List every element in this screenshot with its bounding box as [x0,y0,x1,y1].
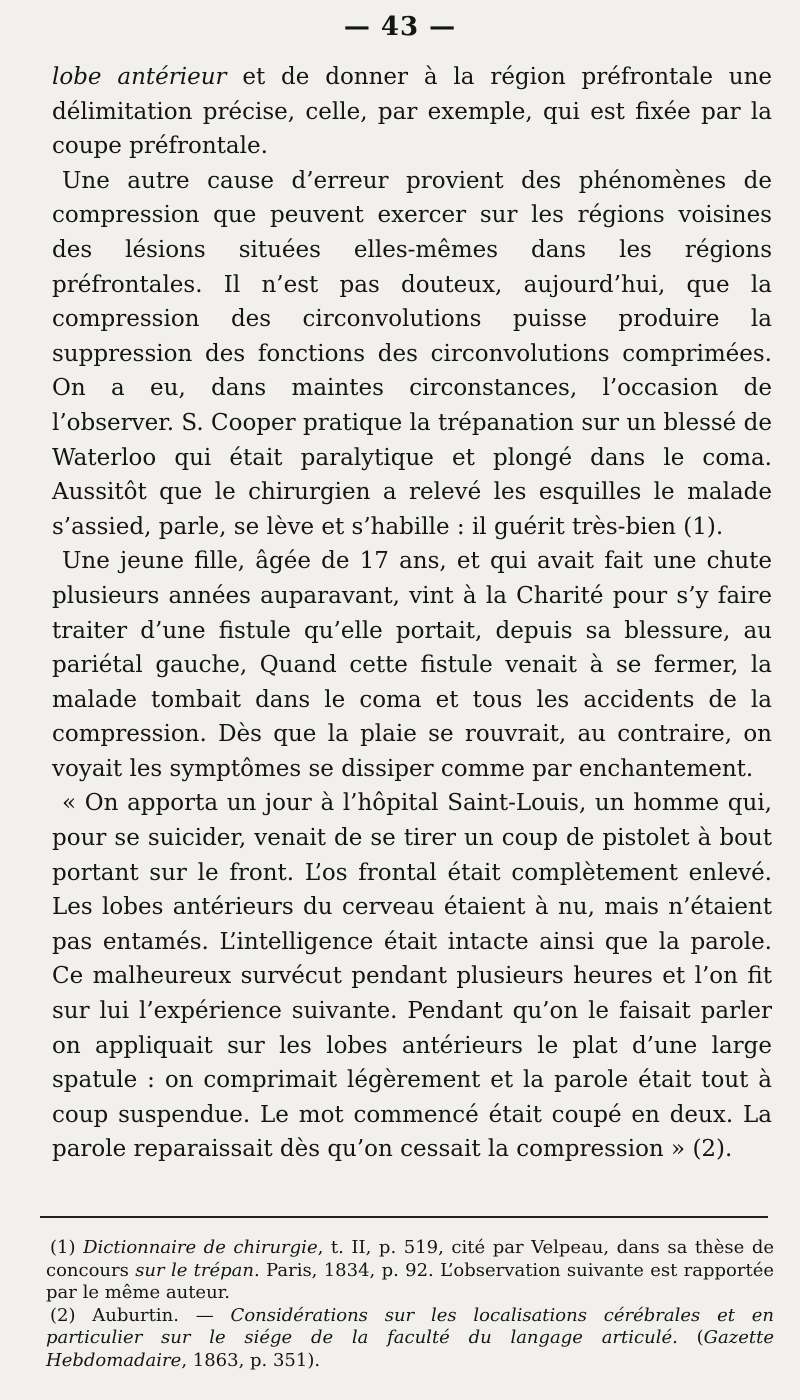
footnote-1-text-end: . Paris, 1834, p. 92. L’observation suivante est rapportée par le même auteur. [46,1259,775,1303]
paragraph-1-italic-lead: lobe antérieur [52,64,227,90]
footnote-2-text: ( [677,1327,704,1348]
footnote-1 [46,1237,774,1305]
footnote-2-text-end: , 1863, p. 351). [181,1349,321,1371]
footnote-1-title: Dictionnaire de chirurgie [83,1237,318,1258]
body-text [52,60,772,1167]
footnote-divider [40,1216,768,1218]
footnote-2-marker: (2) Auburtin. — [50,1304,231,1326]
footnotes [46,1237,774,1372]
footnote-1-text: , t. II, p. 519, cité par Velpeau, dans sa thèse de concours [46,1237,774,1281]
footnote-2-journal: Gazette Hebdomadaire [46,1327,774,1371]
paragraph-1-text: et de donner à la région préfrontale une délimitation précise, celle, par exemple, qui est fixée par la coupe préfrontale. [52,64,773,160]
footnote-1-marker: (1) [50,1237,84,1258]
paragraph-3: Une jeune fille, âgée de 17 ans, et qui avait fait une chute plusieurs années auparavant, vint à la Charité pour s’y faire traiter d’une fistule qu’elle portait, depuis sa blessure, au pariétal gauche, Quand cette fistule venait à se fermer, la malade tombait dans le coma et tous les accidents de la compression. Dès que la plaie se rouvrait, au contraire, on voyait les symptômes se dissiper comme par enchantement. [52,548,772,782]
footnote-1-subject: sur le trépan [135,1259,255,1281]
footnote-2-title: Considérations sur les localisations cérébrales et en particulier sur le siége de la faculté du langage articulé. [46,1304,775,1348]
page-number: — 43 — [343,12,457,42]
paragraph-1 [52,60,772,164]
footnote-2 [46,1305,774,1373]
paragraph-4-quotation: « On apporta un jour à l’hôpital Saint-Louis, un homme qui, pour se suicider, venait de se tirer un coup de pistolet à bout portant sur le front. L’os frontal était complètement enlevé. Les lobes antérieurs du cerveau étaient à nu, mais n’étaient pas entamés. L’intelligence était intacte ainsi que la parole. Ce malheureux survécut pendant plusieurs heures et l’on fit sur lui l’expérience suivante. Pendant qu’on le faisait parler on appliquait sur les lobes antérieurs le plat d’une large spatule : on comprimait légèrement et la parole était tout à coup suspendue. Le mot commencé était coupé en deux. La parole reparaissait dès qu’on cessait la compression » (2). [52,790,772,1163]
paragraph-2: Une autre cause d’erreur provient des phénomènes de compression que peuvent exercer sur les régions voisines des lésions situées elles-mêmes dans les régions préfrontales. Il n’est pas douteux, aujourd’hui, que la compression des circonvolutions puisse produire la suppression des fonctions des circonvolutions comprimées. On a eu, dans maintes circonstances, l’occasion de l’observer. S. Cooper pratique la trépanation sur un blessé de Waterloo qui était paralytique et plongé dans le coma. Aussitôt que le chirurgien a relevé les esquilles le malade s’assied, parle, se lève et s’habille : il guérit très-bien (1). [52,167,772,540]
